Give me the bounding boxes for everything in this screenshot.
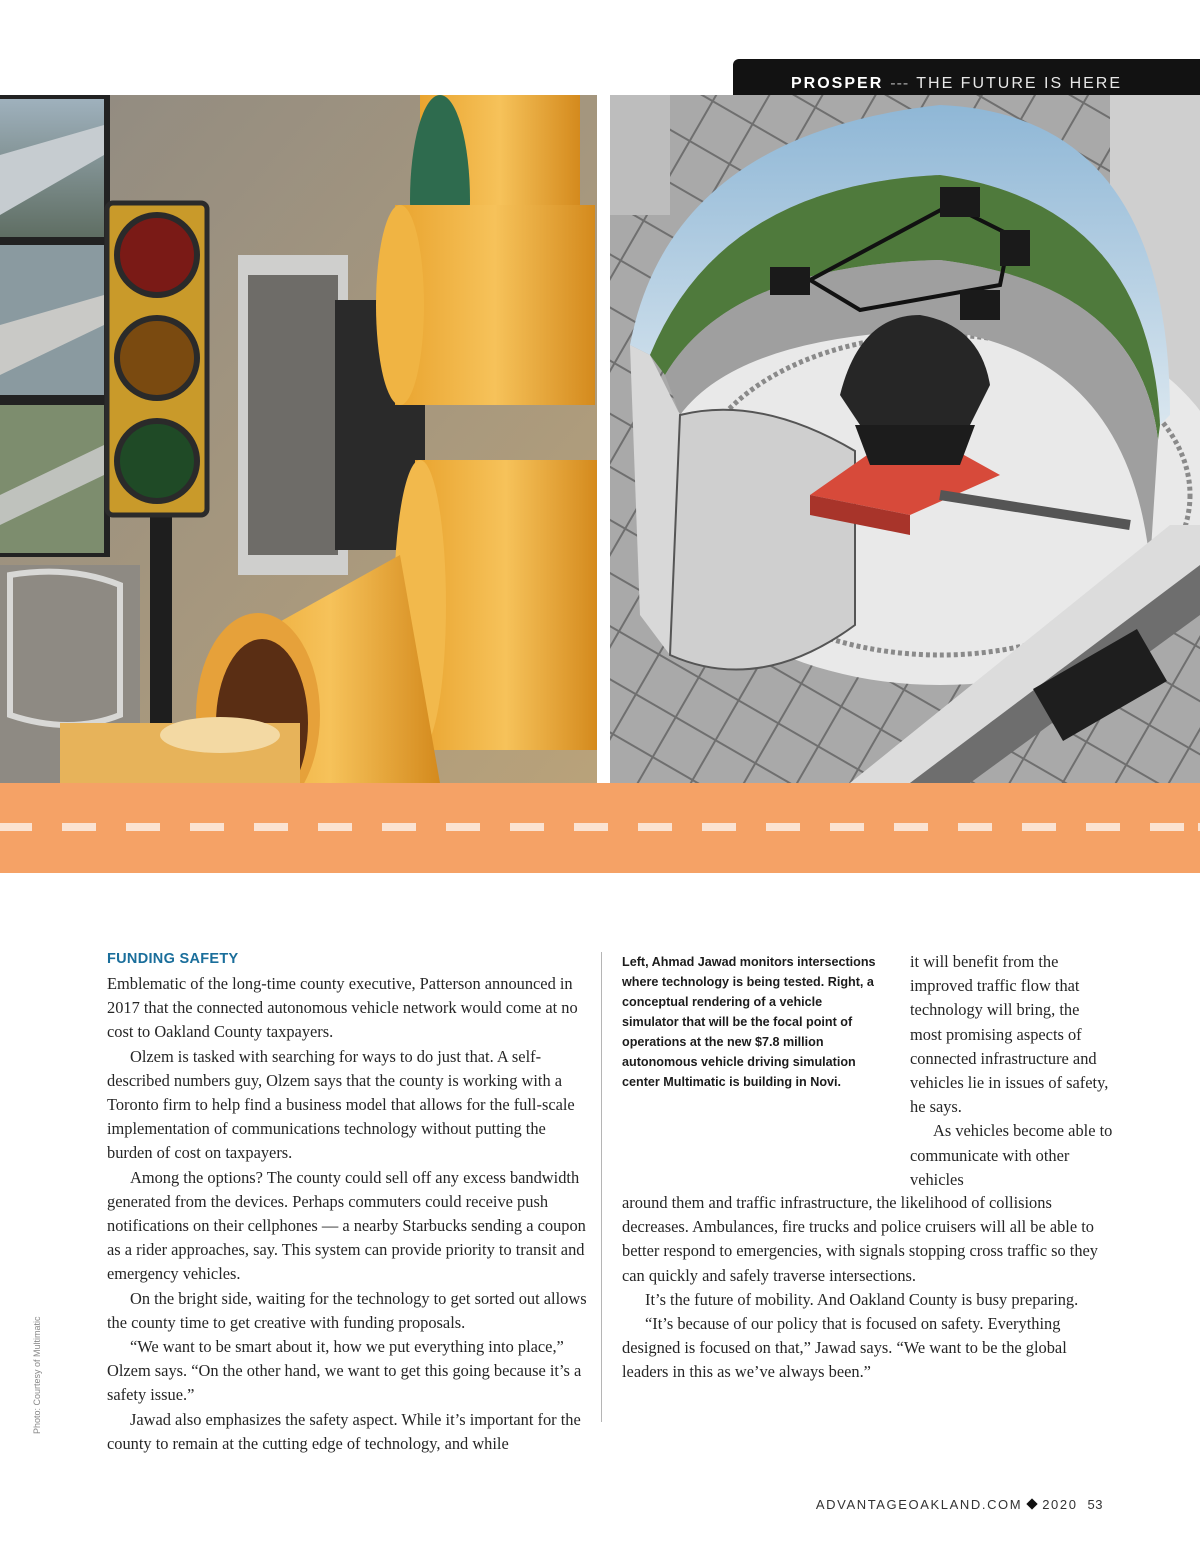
article-column-right-upper (910, 950, 1115, 1192)
page-number: 53 (1087, 1497, 1103, 1512)
road-lane-dashes (0, 823, 1200, 831)
section-separator: --- (890, 75, 910, 92)
paragraph: around them and traffic infrastructure, the likelihood of collisions decreases. Ambulances, fire trucks and police cruisers will all be able to better respond to emergencies, with signals stopping cross traffic so they can quickly and safely traverse intersections. (622, 1193, 1098, 1285)
photo-simulator-rendering (610, 95, 1200, 783)
page-footer (816, 1497, 1103, 1512)
article-column-left (107, 950, 589, 1456)
column-divider (601, 952, 602, 1422)
paragraph: “We want to be smart about it, how we put everything into place,” Olzem says. “On the other hand, we want to get this going because it’s a safety issue.” (107, 1337, 582, 1405)
footer-website: ADVANTAGEOAKLAND.COM (815, 1497, 1023, 1512)
photo-traffic-operations (0, 95, 597, 783)
paragraph: Olzem is tasked with searching for ways to do just that. A self-described numbers guy, Olzem says that the county is working with a Toronto firm to help find a business model that allows for the full-scale implementation of communications technology without putting the burden of cost on taxpayers. (107, 1046, 575, 1163)
paragraph: As vehicles become able to communicate with other vehicles (910, 1121, 1113, 1189)
paragraph: It’s the future of mobility. And Oakland County is busy preparing. (645, 1289, 1079, 1309)
paragraph: Emblematic of the long-time county executive, Patterson announced in 2017 that the connected autonomous vehicle network would come at no cost to Oakland County taxpayers. (107, 974, 578, 1042)
section-tagline: THE FUTURE IS HERE (916, 75, 1123, 92)
paragraph: On the bright side, waiting for the technology to get sorted out allows the county time to get creative with funding proposals. (107, 1288, 587, 1332)
footer-year: 2020 (1042, 1497, 1078, 1512)
paragraph: it will benefit from the improved traffic flow that technology will bring, the most promising aspects of connected infrastructure and vehicles lie in issues of safety, he says. (910, 952, 1109, 1117)
article-column-right-lower (622, 1191, 1102, 1385)
photo-credit: Photo: Courtesy of Multimatic (32, 1316, 42, 1434)
paragraph: Jawad also emphasizes the safety aspect. While it’s important for the county to remain at the cutting edge of technology, and while (107, 1409, 581, 1453)
section-name: PROSPER (791, 75, 884, 92)
diamond-icon (1027, 1498, 1038, 1509)
section-heading: FUNDING SAFETY (107, 951, 239, 967)
photo-caption: Left, Ahmad Jawad monitors intersections where technology is being tested. Right, a conceptual rendering of a vehicle simulator that will be the focal point of operations at the new $7.8 million autonomous vehicle driving simulation center Multimatic is building in Novi. (622, 955, 876, 1089)
paragraph: “It’s because of our policy that is focused on safety. Everything designed is focused on that,” Jawad says. “We want to be the global leaders in this as we’ve always been.” (622, 1314, 1067, 1382)
decorative-road-band (0, 783, 1200, 873)
paragraph: Among the options? The county could sell off any excess bandwidth generated from the devices. Perhaps commuters could receive push notifications on their cellphones — a nearby Starbucks sending a coupon as a rider approaches, say. This system can provide priority to transit and emergency vehicles. (107, 1167, 586, 1284)
